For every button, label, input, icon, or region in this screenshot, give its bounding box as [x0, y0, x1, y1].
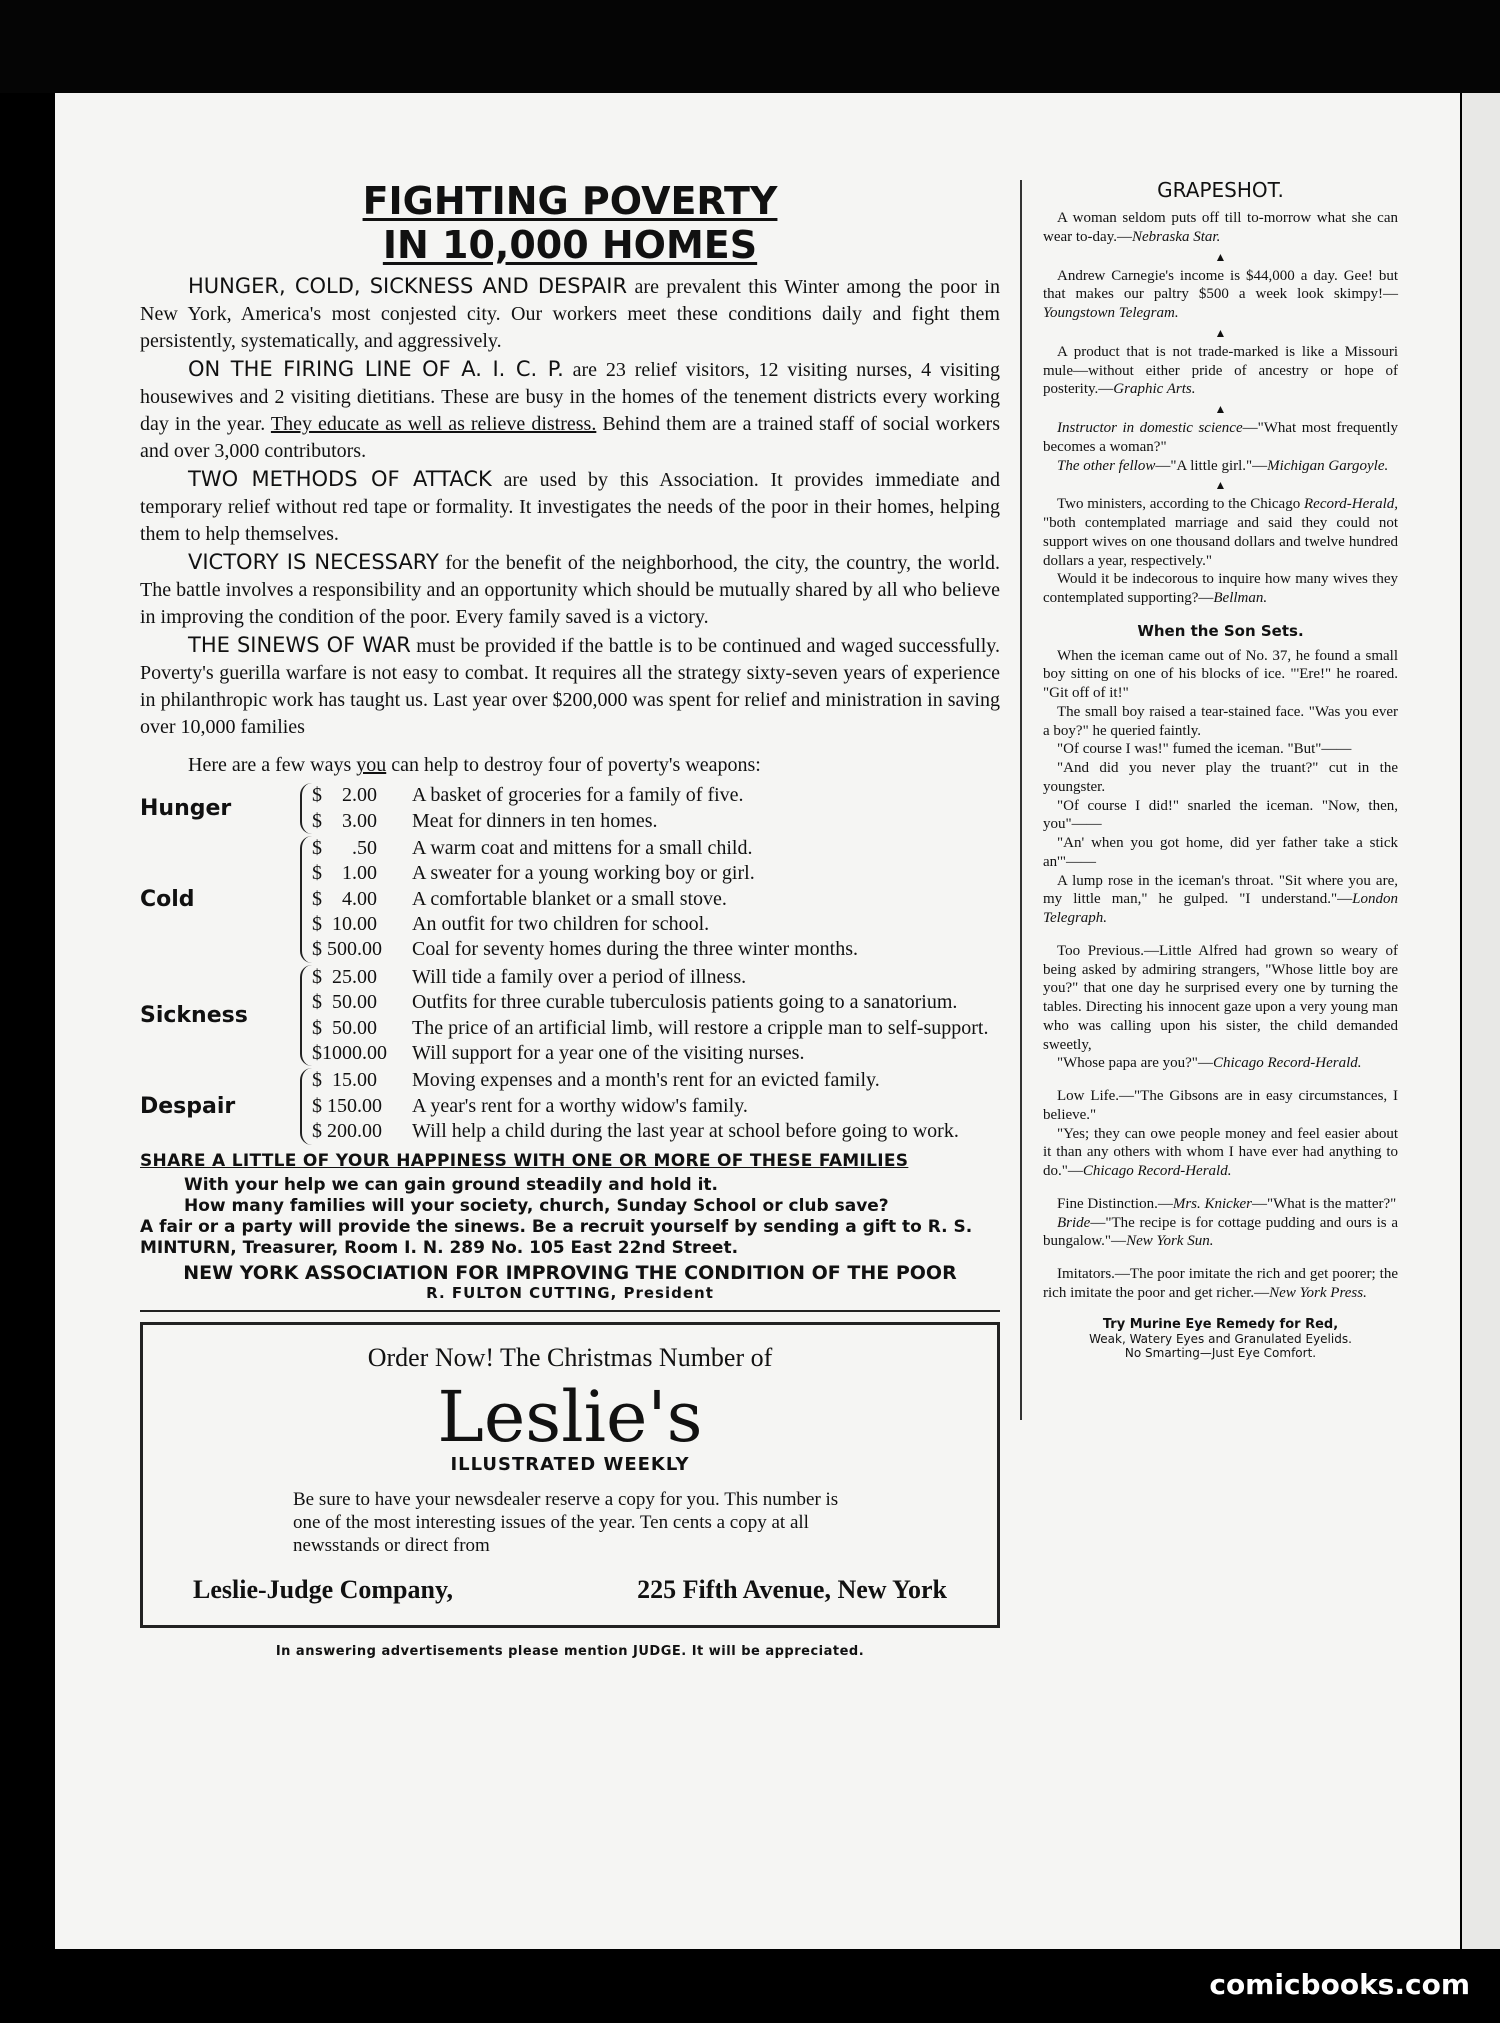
- paragraph-lead: HUNGER, COLD, SICKNESS AND DESPAIR: [188, 274, 628, 299]
- donation-groups: [140, 783, 1000, 1144]
- joke-text: Two ministers, according to the Chicago: [1057, 496, 1304, 513]
- ad-brand-subtitle: ILLUSTRATED WEEKLY: [450, 1454, 690, 1476]
- joke-paper: Record-Herald,: [1304, 496, 1398, 513]
- paragraph-lead: VICTORY IS NECESSARY: [188, 550, 439, 575]
- paragraph-sinews: [140, 632, 1000, 740]
- ad-order-line: Order Now! The Christmas Number of: [367, 1342, 773, 1372]
- story-line: "Of course I was!" fumed the iceman. "But"——: [1057, 741, 1352, 758]
- joke-text: A woman seldom puts off till to-morrow what she can wear to-day.—: [1043, 210, 1398, 245]
- donation-item: [312, 887, 1000, 912]
- section-rule: [140, 1310, 1000, 1312]
- association-name: NEW YORK ASSOCIATION FOR IMPROVING THE CONDITION OF THE POOR: [183, 1261, 957, 1284]
- joke-item: [1043, 343, 1398, 399]
- adjacent-page-edge: [1462, 93, 1500, 1949]
- donation-desc: A comfortable blanket or a small stove.: [412, 887, 727, 910]
- paragraph-text: are used by this Association. It provides immediate and temporary relief without red tape or formality. It investigates the needs of the poor in their homes, helping them to help themselves.: [140, 469, 1000, 545]
- group-sickness: [140, 965, 1000, 1067]
- paragraph-methods: [140, 466, 1000, 547]
- joke-text: —"What is the matter?": [1252, 1195, 1397, 1212]
- donation-desc: An outfit for two children for school.: [412, 913, 710, 936]
- murine-line: No Smarting—Just Eye Comfort.: [1124, 1346, 1317, 1361]
- joke-item: [1043, 1054, 1398, 1073]
- story-line: When the iceman came out of No. 37, he found a small boy sitting on one of his blocks of ice. "'Ere!" he roared. "Git off of it!": [1043, 647, 1398, 701]
- association-president: R. FULTON CUTTING, President: [426, 1283, 714, 1302]
- donation-amount: $ 15.00: [312, 1069, 377, 1092]
- donation-desc: A year's rent for a worthy widow's family.: [412, 1094, 748, 1117]
- story-text: A lump rose in the iceman's throat. "Sit where you are, my little man," he gulped. "I understand."—: [1043, 872, 1398, 908]
- share-banner: SHARE A LITTLE OF YOUR HAPPINESS WITH ONE OR MORE OF THESE FAMILIES: [140, 1150, 909, 1171]
- donation-item: [312, 861, 1000, 886]
- story-line: [1043, 872, 1398, 928]
- joke-text: "Whose papa are you?"—: [1057, 1055, 1213, 1072]
- joke-item: Low Life.—"The Gibsons are in easy circumstances, I believe.": [1043, 1088, 1398, 1123]
- donation-item: [312, 1119, 1000, 1144]
- appeal-block: [140, 1175, 1000, 1260]
- story-line: "Of course I did!" snarled the iceman. "Now, then, you"——: [1043, 797, 1398, 833]
- donation-desc: Meat for dinners in ten homes.: [412, 809, 658, 832]
- paragraph-text: must be provided if the battle is to be continued and waged successfully. Poverty's guerilla warfare is not easy to combat. It requires all the strategy sixty-seven years of experience in philanthropic work has taught us. Last year over $200,000 was spent for relief and ministration in saving over 10,000 families: [140, 635, 1000, 738]
- donation-amount: $ 10.00: [312, 913, 377, 936]
- donation-desc: Will help a child during the last year at school before going to work.: [412, 1120, 959, 1143]
- group-items: [300, 1068, 1000, 1144]
- separator-ornament: ▲: [1214, 249, 1227, 264]
- donation-item: [312, 783, 1000, 808]
- group-items: [300, 965, 1000, 1067]
- joke-speaker: The other fellow: [1057, 457, 1156, 474]
- joke-text: "both contemplated marriage and said they could not support wives on one thousand dollars and twelve hundred dollars a year, respectively.": [1043, 515, 1398, 569]
- donation-amount: $ 4.00: [312, 887, 377, 910]
- joke-item: [1043, 570, 1398, 608]
- joke-item: Too Previous.—Little Alfred had grown so weary of being asked by admiring strangers, "Whose little boy are you?" that one day he surprised every one by turning the tables. Directing his innocent gaze upon a very young man who was calling upon his sister, the child demanded sweetly,: [1043, 942, 1398, 1053]
- group-items: [300, 783, 1000, 834]
- donation-amount: $ 500.00: [312, 938, 382, 961]
- left-column: [140, 170, 1000, 1659]
- paragraph-lead: TWO METHODS OF ATTACK: [188, 467, 492, 492]
- story-source: London Telegraph.: [1043, 891, 1398, 926]
- murine-ad: [1043, 1317, 1398, 1361]
- headline-line-1: FIGHTING POVERTY: [362, 179, 778, 223]
- group-label: Sickness: [140, 1003, 248, 1029]
- separator-ornament: ▲: [1214, 325, 1227, 340]
- column-divider: [1020, 180, 1022, 1420]
- paragraph-victory: [140, 549, 1000, 630]
- joke-source: New York Sun.: [1126, 1233, 1214, 1250]
- joke-source: Michigan Gargoyle.: [1267, 457, 1389, 474]
- donation-desc: A sweater for a young working boy or girl.: [412, 862, 755, 885]
- scan-border-top: [0, 0, 1500, 93]
- donation-amount: $ 50.00: [312, 1016, 377, 1039]
- donation-amount: $ 25.00: [312, 965, 377, 988]
- donation-item: [312, 1068, 1000, 1093]
- joke-item: [1043, 1195, 1398, 1214]
- ad-address: 225 Fifth Avenue, New York: [637, 1575, 947, 1605]
- donation-item: [312, 990, 1000, 1015]
- ways-intro-you: you: [356, 754, 387, 777]
- donation-item: [312, 1016, 1000, 1041]
- group-hunger: [140, 783, 1000, 834]
- page-bottom-note: In answering advertisements please mention JUDGE. It will be appreciated.: [275, 1644, 865, 1660]
- separator-ornament: ▲: [1214, 478, 1227, 493]
- joke-text: Fine Distinction.—: [1057, 1195, 1173, 1212]
- grapeshot-title: GRAPESHOT.: [1157, 178, 1284, 202]
- paragraph-lead: ON THE FIRING LINE OF A. I. C. P.: [188, 357, 564, 382]
- paragraph-tail: Behind them are a trained staff of social workers and over 3,000 contributors.: [140, 413, 1000, 462]
- joke-text: A product that is not trade-marked is like a Missouri mule—without either pride of ancestry or hope of posterity.—: [1043, 343, 1398, 398]
- donation-item: [312, 912, 1000, 937]
- paragraph-text: are prevalent this Winter among the poor in New York, America's most conjested city. Our workers meet these conditions daily and fight them persistently, systematically, and aggressively.: [140, 276, 1000, 352]
- joke-text: Andrew Carnegie's income is $44,000 a day. Gee! but that makes our paltry $500 a week look skimpy!—: [1043, 267, 1398, 303]
- joke-speaker: Mrs. Knicker: [1172, 1195, 1252, 1212]
- joke-text: Would it be indecorous to inquire how many wives they contemplated supporting?—: [1043, 571, 1398, 606]
- watermark: comicbooks.com: [1209, 1968, 1470, 2001]
- group-items: [300, 836, 1000, 963]
- murine-line: Weak, Watery Eyes and Granulated Eyelids.: [1089, 1332, 1352, 1347]
- donation-amount: $ 3.00: [312, 809, 377, 832]
- appeal-line: How many families will your society, church, Sunday School or club save?: [184, 1195, 889, 1216]
- joke-item: [1043, 457, 1398, 476]
- donation-desc: Will support for a year one of the visiting nurses.: [412, 1042, 805, 1065]
- donation-desc: Coal for seventy homes during the three winter months.: [412, 938, 859, 961]
- paragraph-lead: THE SINEWS OF WAR: [188, 633, 411, 658]
- joke-item: [1043, 1214, 1398, 1252]
- joke-source: Youngstown Telegram.: [1043, 305, 1179, 321]
- donation-desc: Moving expenses and a month's rent for an evicted family.: [412, 1069, 880, 1092]
- headline-line-2: IN 10,000 HOMES: [382, 222, 758, 267]
- ways-intro: [188, 754, 1000, 777]
- group-label: Hunger: [140, 796, 232, 821]
- joke-text: "Yes; they can owe people money and feel easier about it than any others with whom I have ever had anything to do."—: [1043, 1125, 1398, 1179]
- donation-amount: $ 150.00: [312, 1094, 382, 1117]
- joke-source: Graphic Arts.: [1113, 381, 1196, 398]
- donation-amount: $ 50.00: [312, 991, 377, 1014]
- donation-amount: $ 200.00: [312, 1120, 382, 1143]
- story-line: The small boy raised a tear-stained face. "Was you ever a boy?" he queried faintly.: [1043, 703, 1398, 739]
- ways-intro-text: Here are a few ways: [188, 754, 357, 777]
- separator-ornament: ▲: [1214, 402, 1227, 416]
- paragraph-hunger: [140, 273, 1000, 354]
- grapeshot-column: [1043, 178, 1398, 1361]
- joke-text: Imitators.—The poor imitate the rich and get poorer; the rich imitate the poor and get richer.—: [1043, 1266, 1398, 1301]
- ad-body-text: Be sure to have your newsdealer reserve a copy for you. This number is one of the most interesting issues of the year. Ten cents a copy at all newsstands or direct from: [293, 1489, 839, 1556]
- joke-speaker: Instructor in domestic science: [1057, 420, 1243, 436]
- donation-desc: The price of an artificial limb, will restore a cripple man to self-support.: [412, 1016, 989, 1039]
- story-title: When the Son Sets.: [1137, 621, 1304, 640]
- paragraph-firing-line: [140, 356, 1000, 464]
- joke-speaker: Bride: [1057, 1214, 1091, 1231]
- leslies-ad-box: [140, 1322, 1000, 1629]
- donation-amount: $ 2.00: [312, 784, 377, 807]
- donation-desc: A warm coat and mittens for a small child.: [412, 836, 753, 859]
- donation-amount: $1000.00: [312, 1042, 387, 1065]
- group-cold: [140, 836, 1000, 963]
- donation-desc: A basket of groceries for a family of five.: [412, 784, 744, 807]
- appeal-line: A fair or a party will provide the sinews. Be a recruit yourself by sending a gift to R. S. MINTURN, Treasurer, Room I. N. 289 No. 105 East 22nd Street.: [140, 1217, 973, 1259]
- joke-item: [1043, 1125, 1398, 1181]
- group-despair: [140, 1068, 1000, 1144]
- donation-item: [312, 836, 1000, 861]
- donation-desc: Will tide a family over a period of illness.: [412, 965, 747, 988]
- group-label: Despair: [140, 1093, 236, 1119]
- appeal-line: With your help we can gain ground steadily and hold it.: [184, 1174, 719, 1195]
- joke-text: —"The recipe is for cottage pudding and ours is a bungalow."—: [1043, 1214, 1398, 1250]
- joke-item: [1043, 267, 1398, 323]
- donation-item: [312, 965, 1000, 990]
- ad-headline: [140, 180, 1000, 267]
- story-line: "An' when you got home, did yer father take a stick an'"——: [1043, 835, 1398, 870]
- ad-company: Leslie-Judge Company,: [193, 1575, 454, 1605]
- paragraph-text: are 23 relief visitors, 12 visiting nurses, 4 visiting housewives and 2 visiting dietitians. These are busy in the homes of the tenement districts every working day in the year.: [140, 359, 1000, 435]
- donation-desc: Outfits for three curable tuberculosis patients going to a sanatorium.: [412, 991, 958, 1014]
- story-line: "And did you never play the truant?" cut in the youngster.: [1043, 760, 1398, 795]
- joke-item: [1043, 495, 1398, 570]
- donation-amount: $ 1.00: [312, 862, 377, 885]
- ad-brand-logo: Leslie's: [437, 1375, 703, 1458]
- joke-text: —"What most frequently becomes a woman?": [1043, 420, 1399, 455]
- paragraph-text: for the benefit of the neighborhood, the city, the country, the world. The battle involves a responsibility and an opportunity which should be mutually shared by all who believe in improving the condition of the poor. Every family saved is a victory.: [140, 552, 1000, 628]
- donation-item: [312, 1094, 1000, 1119]
- joke-item: [1043, 209, 1398, 247]
- joke-item: [1043, 419, 1398, 457]
- murine-headline: Try Murine Eye Remedy for Red,: [1102, 1316, 1339, 1332]
- joke-source: Chicago Record-Herald.: [1212, 1055, 1362, 1072]
- paragraph-underlined: They educate as well as relieve distress.: [270, 413, 597, 435]
- ways-intro-text: can help to destroy four of poverty's weapons:: [386, 754, 761, 777]
- joke-source: Nebraska Star.: [1132, 228, 1221, 245]
- joke-source: New York Press.: [1269, 1284, 1367, 1301]
- donation-amount: $ .50: [312, 836, 377, 859]
- joke-item: [1043, 1265, 1398, 1303]
- joke-source: Chicago Record-Herald.: [1082, 1163, 1232, 1179]
- donation-item: [312, 809, 1000, 834]
- donation-item: [312, 937, 1000, 962]
- ad-footer: [173, 1575, 967, 1605]
- group-label: Cold: [140, 886, 195, 912]
- joke-text: —"A little girl."—: [1155, 457, 1268, 474]
- joke-source: Bellman.: [1213, 590, 1268, 606]
- donation-item: [312, 1041, 1000, 1066]
